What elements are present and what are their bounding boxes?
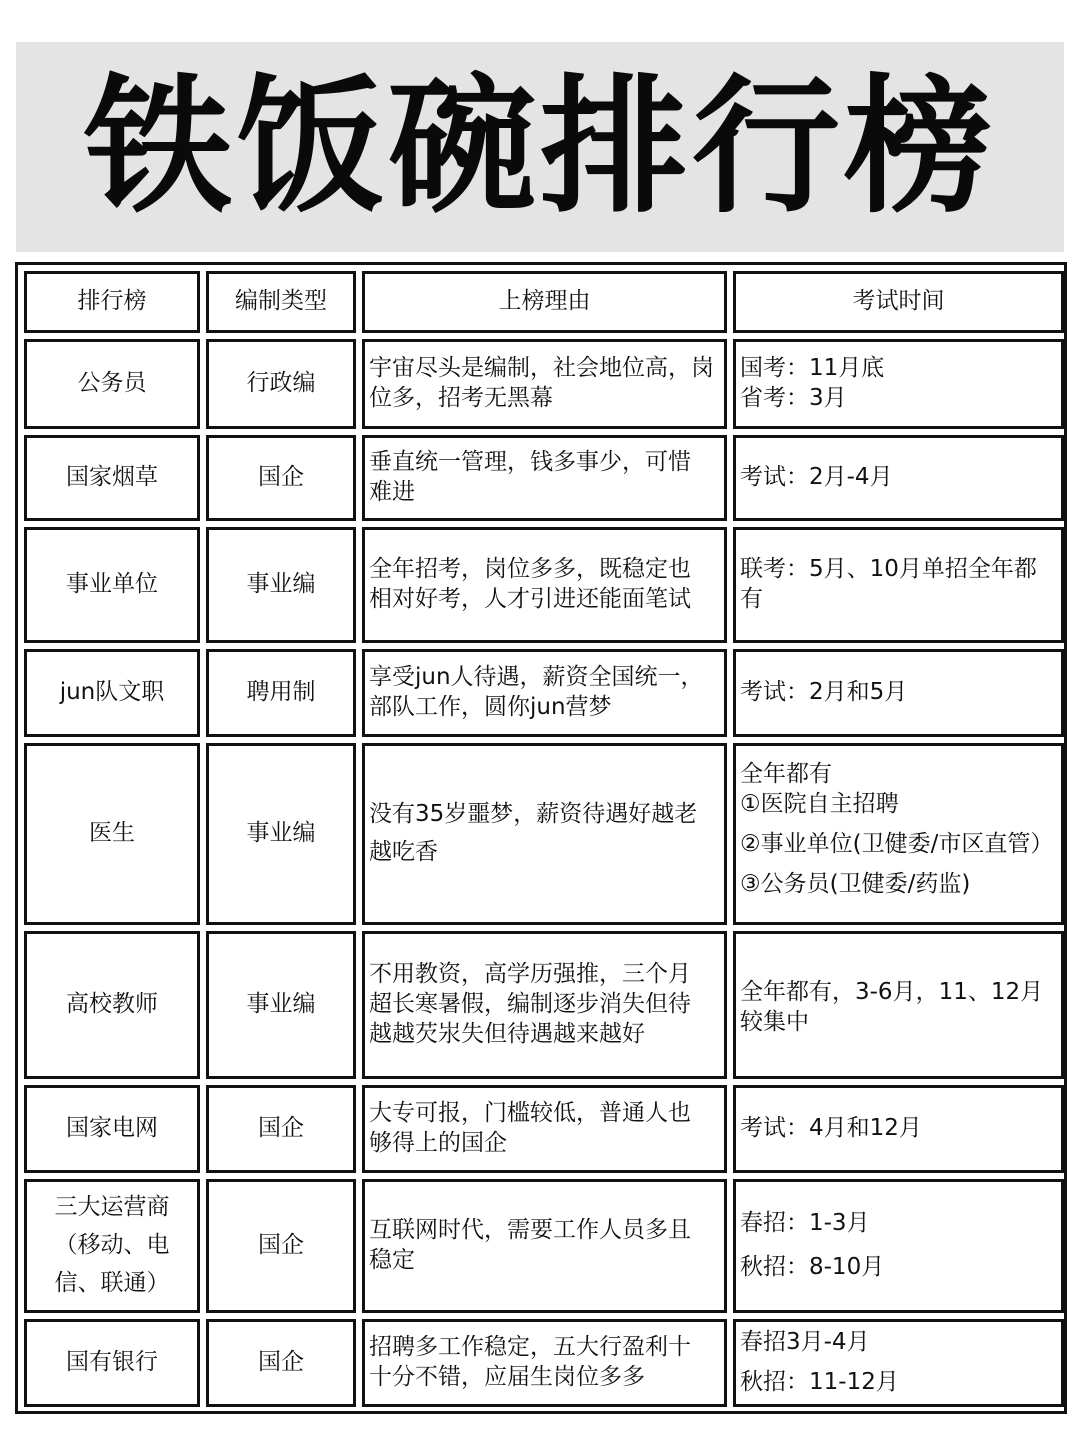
name-line: 三大运营商	[54, 1194, 170, 1221]
reason-line: 互联网时代，需要工作人员多且	[369, 1217, 691, 1244]
reason-line: 位多，招考无黑幕	[369, 385, 553, 411]
reason-line: 招聘多工作稳定，五大行盈利十	[369, 1334, 691, 1361]
reason-line: 没有35岁噩梦，薪资待遇好越老	[369, 801, 698, 828]
row-exam	[733, 1179, 1064, 1313]
exam-line: 全年都有，3-6月，11、12月	[740, 979, 1044, 1005]
exam-line: 考试：4月和12月	[740, 1115, 922, 1142]
page-title: 铁饭碗排行榜	[84, 61, 996, 233]
row-name: 医生	[24, 743, 200, 925]
row-name: 高校教师	[24, 931, 200, 1079]
reason-line: 越吃香	[369, 839, 438, 865]
row-reason	[362, 743, 727, 925]
row-reason	[362, 649, 727, 737]
name-line: 信、联通）	[54, 1269, 170, 1296]
row-type: 聘用制	[206, 649, 356, 737]
row-exam	[733, 1085, 1064, 1173]
row-type: 事业编	[206, 743, 356, 925]
row-exam	[733, 931, 1064, 1079]
exam-line: 有	[740, 586, 763, 612]
reason-line: 难进	[369, 479, 415, 505]
title-banner	[16, 42, 1064, 252]
table-row	[24, 1179, 1064, 1313]
exam-line: ②事业单位(卫健委/市区直管）	[740, 830, 1054, 857]
row-name: 事业单位	[24, 527, 200, 643]
row-name: 国有银行	[24, 1319, 200, 1407]
table-row	[24, 1085, 1064, 1173]
row-reason	[362, 1179, 727, 1313]
header-reason: 上榜理由	[362, 271, 727, 333]
reason-line: 宇宙尽头是编制，社会地位高，岗	[369, 355, 714, 382]
row-type: 国企	[206, 1319, 356, 1407]
row-reason	[362, 527, 727, 643]
exam-line: 春招3月-4月	[740, 1329, 870, 1356]
ranking-table-frame	[15, 262, 1067, 1414]
reason-line: 部队工作，圆你jun营梦	[369, 694, 612, 720]
row-reason	[362, 339, 727, 429]
row-reason	[362, 931, 727, 1079]
row-exam	[733, 339, 1064, 429]
row-type: 行政编	[206, 339, 356, 429]
row-exam	[733, 1319, 1064, 1407]
reason-line: 享受jun人待遇，薪资全国统一，	[369, 664, 704, 691]
exam-line: 较集中	[740, 1008, 809, 1035]
exam-line: ③公务员(卫健委/药监)	[740, 870, 971, 897]
reason-line: 够得上的国企	[369, 1130, 507, 1156]
table-row	[24, 931, 1064, 1079]
table-row	[24, 743, 1064, 925]
row-exam	[733, 649, 1064, 737]
row-type: 事业编	[206, 527, 356, 643]
row-reason	[362, 1319, 727, 1407]
row-type: 国企	[206, 435, 356, 521]
row-name: 国家电网	[24, 1085, 200, 1173]
reason-line: 大专可报，门槛较低，普通人也	[369, 1100, 691, 1127]
row-type: 国企	[206, 1179, 356, 1313]
exam-line: 春招：1-3月	[740, 1210, 870, 1237]
row-type: 国企	[206, 1085, 356, 1173]
reason-line: 越越芡汖失但待遇越来越好	[369, 1020, 645, 1047]
table-row	[24, 1319, 1064, 1407]
table-row	[24, 435, 1064, 521]
row-type: 事业编	[206, 931, 356, 1079]
exam-line: 考试：2月和5月	[740, 679, 908, 706]
reason-line: 超长寒暑假，编制逐步消失但待	[369, 990, 691, 1017]
header-exam-time: 考试时间	[733, 271, 1064, 333]
exam-line: ①医院自主招聘	[740, 790, 899, 817]
table-row	[24, 527, 1064, 643]
row-name: 国家烟草	[24, 435, 200, 521]
exam-line: 秋招：8-10月	[740, 1254, 885, 1280]
row-exam	[733, 527, 1064, 643]
exam-line: 秋招：11-12月	[740, 1369, 899, 1395]
exam-line: 全年都有	[740, 761, 832, 787]
table-row	[24, 649, 1064, 737]
table-row	[24, 339, 1064, 429]
reason-line: 不用教资，高学历强推，三个月	[369, 961, 691, 987]
reason-line: 相对好考，人才引进还能面笔试	[369, 586, 691, 612]
reason-line: 稳定	[369, 1247, 415, 1273]
row-reason	[362, 435, 727, 521]
header-rank: 排行榜	[24, 271, 200, 333]
row-exam	[733, 743, 1064, 925]
header-type: 编制类型	[206, 271, 356, 333]
exam-line: 考试：2月-4月	[740, 464, 893, 491]
row-exam	[733, 435, 1064, 521]
reason-line: 全年招考，岗位多多，既稳定也	[369, 556, 691, 583]
ranking-table	[18, 265, 1070, 1413]
row-name: 公务员	[24, 339, 200, 429]
row-name	[24, 1179, 200, 1313]
exam-line: 联考：5月、10月单招全年都	[740, 556, 1037, 583]
name-line: （移动、电	[54, 1232, 170, 1259]
row-name: jun队文职	[24, 649, 200, 737]
reason-line: 十分不错，应届生岗位多多	[369, 1364, 645, 1390]
table-header-row	[24, 271, 1064, 333]
exam-line: 国考：11月底	[740, 355, 885, 382]
exam-line: 省考：3月	[740, 385, 847, 411]
row-reason	[362, 1085, 727, 1173]
reason-line: 垂直统一管理，钱多事少，可惜	[369, 449, 691, 476]
